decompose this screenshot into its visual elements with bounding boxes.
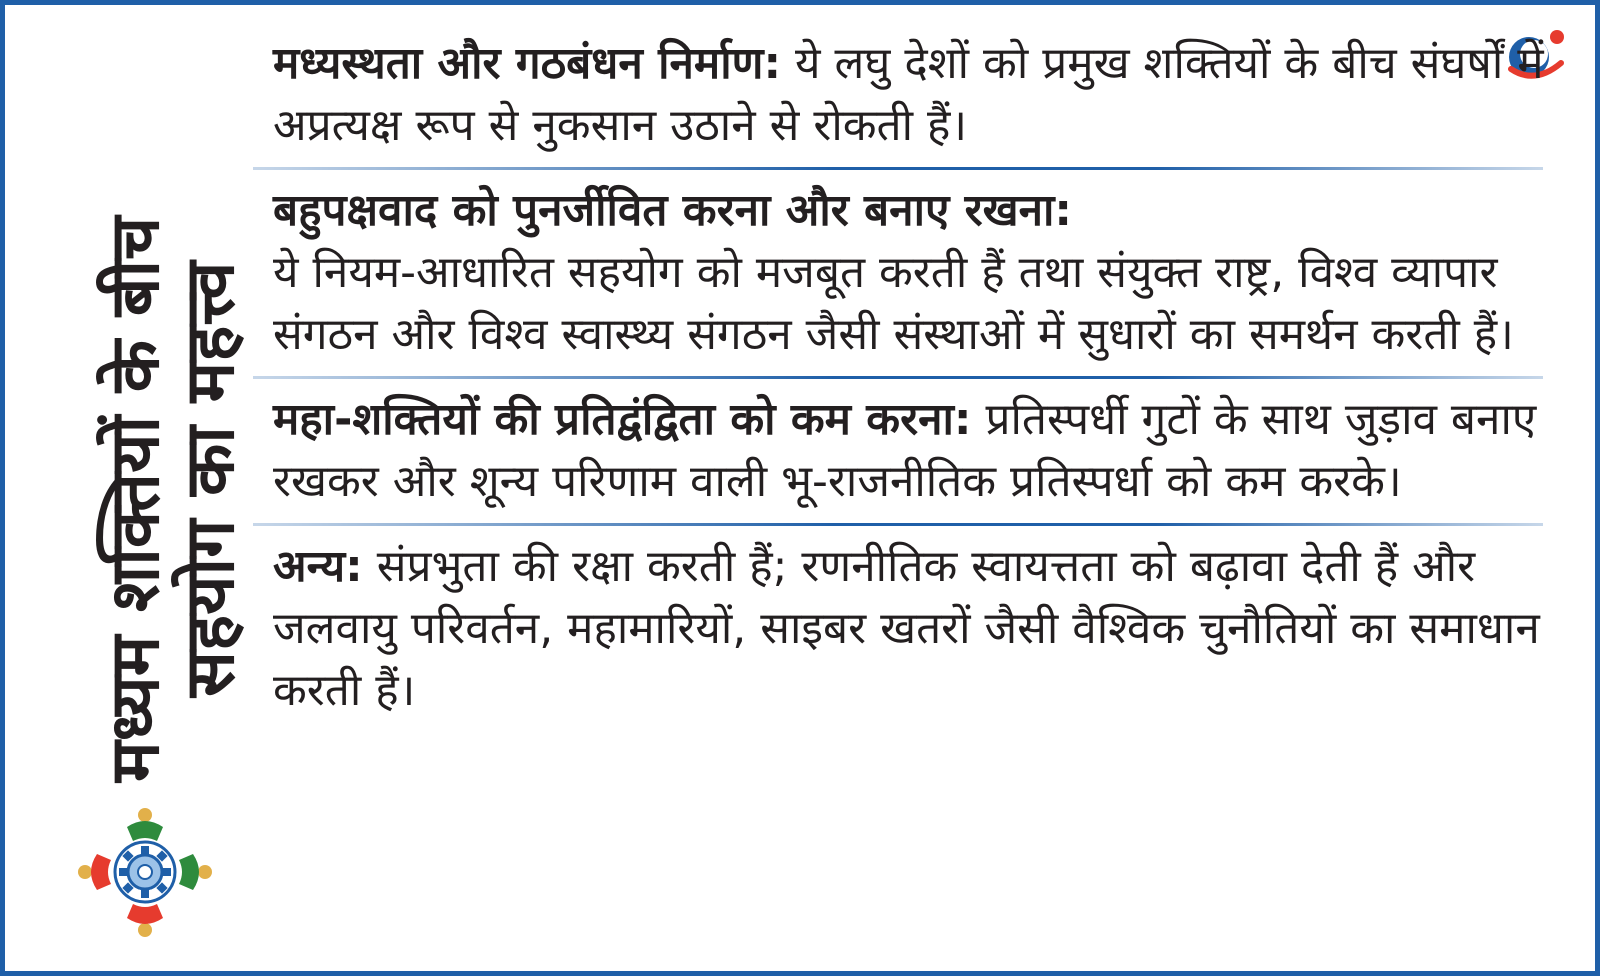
section-text — [273, 242, 1573, 366]
section-other — [273, 536, 1573, 722]
section-heading: मध्यस्थता और गठबंधन निर्माण: — [273, 38, 782, 89]
section-heading: बहुपक्षवाद को पुनर्जीवित करना और बनाए रखना: — [273, 185, 1073, 236]
section-heading: महा-शक्तियों की प्रतिद्वंद्विता को कम करना: — [273, 394, 972, 445]
cooperation-gear-emblem-icon — [75, 805, 215, 940]
content-list — [273, 33, 1573, 722]
section-body: ये नियम-आधारित सहयोग को मजबूत करती हैं तथा संयुक्त राष्ट्र, विश्व व्यापार संगठन और विश्व स्वास्थ्य संगठन जैसी संस्थाओं में सुधारों का समर्थन करती हैं। — [273, 247, 1514, 360]
side-title-line1: मध्यम शक्तियों के बीच — [96, 216, 175, 782]
section-body: प्रतिस्पर्धी गुटों के साथ जुड़ाव बनाए रखकर और शून्य परिणाम वाली भू-राजनीतिक प्रतिस्पर्धा को कम करके। — [273, 394, 1537, 507]
section-divider — [253, 523, 1543, 526]
section-heading: अन्य: — [273, 541, 363, 592]
section-multilateralism — [273, 180, 1573, 366]
section-heading-line — [273, 180, 1573, 242]
section-text — [273, 536, 1573, 722]
section-mediation — [273, 33, 1573, 157]
section-divider — [253, 376, 1543, 379]
side-title-line2: सहयोग का महत्त्व — [171, 261, 250, 697]
side-title — [43, 117, 250, 797]
section-divider — [253, 167, 1543, 170]
section-body: ये लघु देशों को प्रमुख शक्तियों के बीच संघर्षों में अप्रत्यक्ष रूप से नुकसान उठाने से रोकती हैं। — [273, 38, 1544, 151]
section-text — [273, 389, 1573, 513]
section-body: संप्रभुता की रक्षा करती हैं; रणनीतिक स्वायत्तता को बढ़ावा देती हैं और जलवायु परिवर्तन, महामारियों, साइबर खतरों जैसी वैश्विक चुनौतियों का समाधान करती हैं। — [273, 541, 1540, 716]
section-rivalry — [273, 389, 1573, 513]
section-text — [273, 33, 1573, 157]
